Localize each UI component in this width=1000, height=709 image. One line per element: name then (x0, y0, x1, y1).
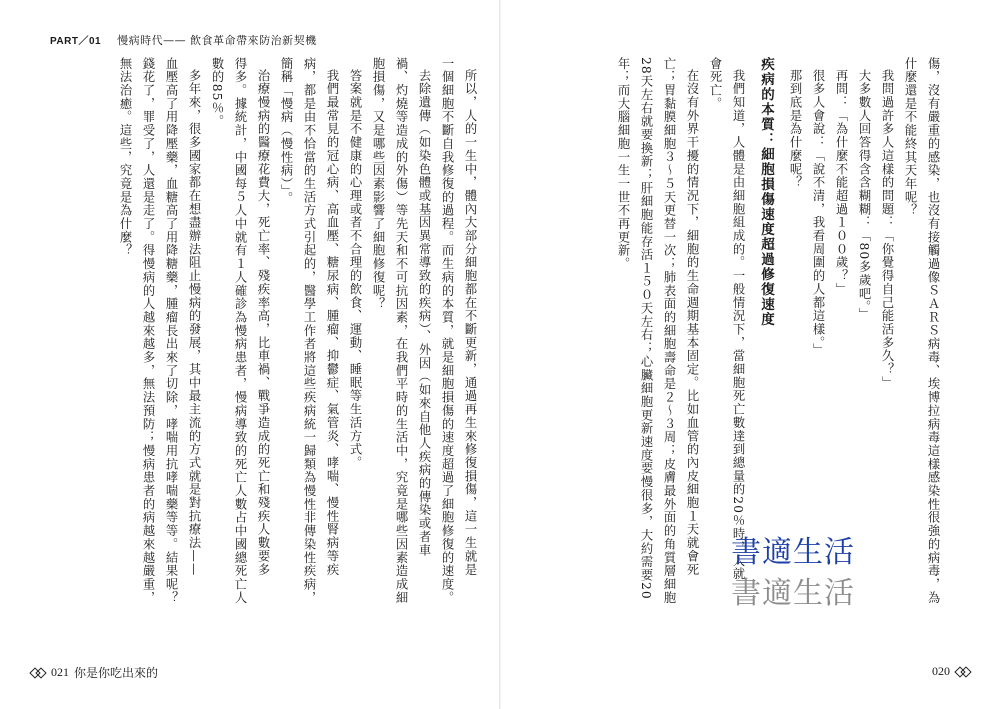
paragraph: 我們最常見的冠心病、高血壓、糖尿病、腫瘤、抑鬱症、氣管炎、哮喘、慢性腎病等疾 (325, 69, 339, 577)
paragraph: 亡；胃黏膜細胞３～５天更替一次；肺表面的細胞壽命是２～３周；皮膚最外面的角質層細胞 (662, 57, 676, 605)
diamond-ornament-icon (955, 667, 971, 677)
diamond-ornament-icon (30, 668, 46, 678)
paragraph: 血壓高了用降壓藥，血糖高了用降糖藥，腫瘤長出來了切除，哮喘用抗哮喘藥等等。結果呢？ (164, 57, 178, 605)
left-page-body (113, 57, 481, 657)
paragraph: 病，都是由不恰當的生活方式引起的，醫學工作者將這些疾病統一歸類為慢性非傳染性疾病， (302, 57, 316, 605)
paragraph: 治療慢病的醫療花費大，死亡率、殘疾率高，比車禍、戰爭造成的死亡和殘疾人數要多 (256, 69, 270, 577)
book-title: 你是你吃出來的 (74, 666, 159, 680)
paragraph: 再問：「為什麼不能超過１００歲？」 (834, 69, 848, 297)
paragraph: 28天左右就要換新；肝細胞能存活１５０天左右；心臟細胞更新速度要慢很多，大約需要20 (639, 57, 653, 600)
paragraph: 去除遺傳（如染色體或基因異常導致的疾病）、外因（如來自他人疾病的傳染或者車 (417, 69, 431, 558)
page-number-left: 021 (51, 665, 69, 679)
paragraph: 多年來，很多國家都在想盡辦法阻止慢病的發展，其中最主流的方式就是對抗療法—— (187, 69, 201, 577)
section-heading: 疾病的本質：細胞損傷速度超過修復速度 (758, 57, 774, 327)
paragraph: 大多數人回答得含含糊糊：「80多歲吧。」 (857, 69, 871, 322)
paragraph: 一個細胞不斷自我修復的過程。而生病的本質，就是細胞損傷的速度超過了細胞修復的速度。 (440, 57, 454, 605)
paragraph: 那到底是為什麼呢？ (788, 69, 802, 190)
chapter-title: 慢病時代—— 飲食革命帶來防治新契機 (117, 34, 317, 47)
footer-left (30, 664, 158, 681)
paragraph: 年；而大腦細胞一生一世不再更新。 (616, 57, 630, 271)
running-header (50, 32, 317, 48)
paragraph: 會死亡。 (708, 57, 722, 111)
watermark-line-2: 書適生活 (731, 576, 855, 611)
paragraph: 在沒有外界干擾的情況下，細胞的生命週期基本固定。比如血管的內皮細胞１天就會死 (685, 69, 699, 577)
paragraph: 傷，沒有嚴重的感染，也沒有接觸過像ＳＡＲＳ病毒、埃博拉病毒這樣感染性很強的病毒，為 (926, 57, 940, 605)
footer-right (927, 664, 971, 679)
paragraph: 我們知道，人體是由細胞組成的。一般情況下，當細胞死亡數達到總量的20％時，人就 (731, 69, 745, 581)
paragraph: 禍、灼燒等造成的外傷）等先天和不可抗因素，在我們平時的生活中，究竟是哪些因素造成細 (394, 57, 408, 605)
watermark-line-1: 書適生活 (731, 535, 855, 570)
paragraph: 所以，人的一生中，體內大部分細胞都在不斷更新，通過再生來修復損傷，這一生就是 (463, 69, 477, 577)
paragraph: 錢花了，罪受了，人還是走了。得慢病的人越來越多，無法預防；慢病患者的病越來越嚴重， (141, 57, 155, 605)
paragraph: 數的85％。 (210, 57, 224, 129)
paragraph: 答案就是不健康的心理或者不合理的飲食、運動、睡眠等生活方式。 (348, 69, 362, 470)
paragraph: 很多人會說：「說不清，我看周圍的人都這樣。」 (811, 69, 825, 357)
paragraph: 我問過許多人這樣的問題：「你覺得自己能活多久？」 (880, 69, 894, 390)
page-gutter (499, 0, 501, 709)
paragraph: 得多。據統計，中國每５人中就有１人確診為慢病患者，慢病導致的死亡人數占中國總死亡人 (233, 57, 247, 605)
paragraph: 簡稱「慢病（慢性病）」。 (279, 57, 293, 205)
paragraph: 什麼還是不能終其天年呢？ (903, 57, 917, 218)
part-label: PART／01 (50, 36, 102, 47)
paragraph: 無法治癒。這些，究竟是為什麼？ (118, 57, 132, 258)
page-number-right: 020 (932, 664, 950, 678)
paragraph: 胞損傷，又是哪些因素影響了細胞修復呢？ (371, 57, 385, 311)
